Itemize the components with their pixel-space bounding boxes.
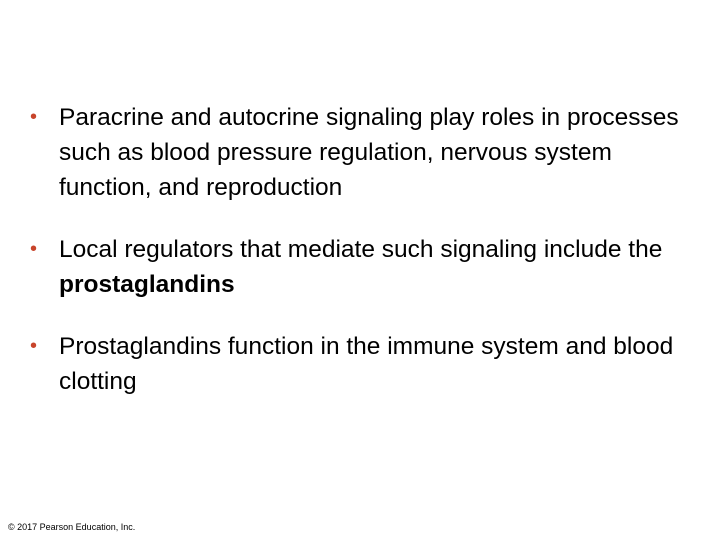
bullet-bold-term: prostaglandins bbox=[59, 271, 235, 298]
bullet-text: Local regulators that mediate such signaling include the bbox=[59, 236, 663, 263]
bullet-item-paracrine bbox=[30, 100, 690, 205]
bullet-item-local-regulators bbox=[30, 232, 690, 302]
bullet-marker: • bbox=[30, 238, 38, 260]
bullet-list bbox=[30, 100, 690, 426]
bullet-text: Paracrine and autocrine signaling play roles in processes such as blood pressure regulation, nervous system function, and reproduction bbox=[59, 104, 679, 201]
bullet-text: Prostaglandins function in the immune system and blood clotting bbox=[59, 333, 674, 395]
bullet-marker: • bbox=[30, 106, 38, 128]
bullet-marker: • bbox=[30, 335, 38, 357]
bullet-item-prostaglandins-function bbox=[30, 329, 690, 399]
copyright-notice: © 2017 Pearson Education, Inc. bbox=[8, 522, 136, 532]
